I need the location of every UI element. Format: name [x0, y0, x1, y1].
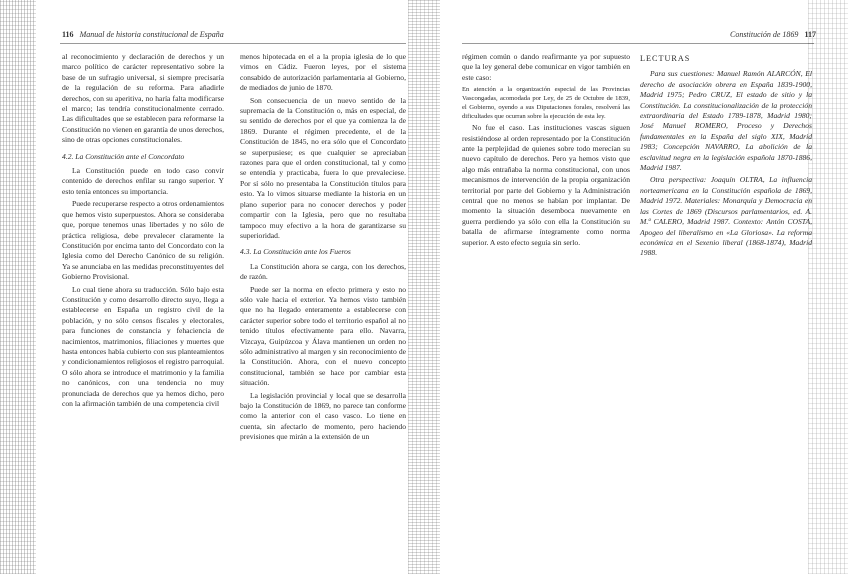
- paragraph: La legislación provincial y local que se desarrolla bajo la Constitución de 1869, no parece tan conforme como la anterior con el caso vasco. Lo tiene en cuenta, sin afectarlo de momento, pero haciendo previsiones que mirán a la extensión de un: [240, 390, 406, 442]
- section-heading-4-2: 4.2. La Constitución ante el Concordato: [62, 151, 185, 161]
- scan-edge-noise: [808, 0, 848, 574]
- right-column-2: [640, 52, 812, 261]
- block-quote: En atención a la organización especial de las Provincias Vascongadas, acomodada por Ley, de 25 de Octubre de 1839, el Gobierno, oyendo a sus Diputaciones forales, resolverá las dificultades que ocurran sobre la ejecución de esta ley.: [462, 86, 630, 121]
- paragraph: Puede recuperarse respecto a otros ordenamientos que hemos visto superpuestos. Ahora se consideraba que, porque tenemos unas libertades y no sólo de práctica religiosa, debe prevalecer claramente la Constitución por encima tanto del Concordato con la Iglesia como del Derecho Canónico de su religión. Ya se anunciaba en las medidas preconstituyentes del Gobierno Provisional.: [62, 199, 224, 282]
- paragraph: Puede ser la norma en efecto primera y esto no sólo vale hacia el exterior. Ya hemos visto también que no ha llegado enteramente a establecerse con carácter superior sobre todo el territorio español al no tenido títulos efectivamente para ello. Navarra, Vizcaya, Guipúzcoa y Álava mantienen un orden no sólo administrativo al margen y sin reconocimiento de la Constitución. Ahora, con el nuevo concepto constitucional, también se hace por cambiar esta situación.: [240, 284, 406, 388]
- header-rule-right: [462, 43, 814, 44]
- paragraph: La Constitución puede en todo caso convir contenido de derechos enfilar su rango superior. Y esto tenía entonces su importancia.: [62, 166, 224, 196]
- right-page: [424, 0, 848, 574]
- header-rule-left: [60, 43, 406, 44]
- running-head-title-right: Constitución de 1869: [729, 30, 799, 39]
- lecturas-heading: LECTURAS: [640, 54, 691, 63]
- paragraph: La Constitución ahora se carga, con los derechos, de razón.: [240, 261, 406, 282]
- paragraph: No fue el caso. Las instituciones vascas siguen resistiéndose al orden representado por la Constitución ante la perplejidad de quienes sobre todo merecían su nuevo capítulo de derechos. Pero ya hemos visto que algo más entrañaba la norma constitucional, con unos mecanismos de intervención de la propia organización territorial por parte del Gobierno y la Administración central que no menos se habían por implantar. De momento la situación desemboca nuevamente en guerra perdiendo ya sólo con ella la Constitución su batalla de afirmarse íntegramente como norma superior. A esto efecto seguía sin serlo.: [462, 123, 630, 247]
- paragraph: régimen común o dando reafirmante ya por supuesto que la ley general debe comunicar en vigor también en este caso:: [462, 52, 630, 82]
- bibliography-paragraph: Para sus cuestiones: Manuel Ramón ALARCÓN, El derecho de asociación obrera en España 1839-1900, Madrid 1975; Pedro CRUZ, El estado de sitio y la Constitución. La constitucionalización de la protección extraordinaria del Estado 1789-1878, Madrid 1980; José Manuel ROMERO, Proceso y Derechos fundamentales en la España del siglo XIX, Madrid 1983; Concepción NAVARRO, La abolición de la esclavitud negra en la legislación española 1870-1886, Madrid 1987.: [640, 69, 812, 173]
- running-head-right: [730, 30, 816, 39]
- paragraph: menos hipotecada en el a la propia iglesia de lo que vimos en Cádiz. Fueron leyes, por el sistema consabido de autorización parlamentaria al Gobierno, de mediados de junio de 1870.: [240, 52, 406, 93]
- page-number-right: 117: [804, 30, 816, 39]
- page-number-left: 116: [62, 30, 74, 39]
- section-heading-4-3: 4.3. La Constitución ante los Fueros: [240, 247, 351, 257]
- running-head-title-left: Manual de historia constitucional de España: [79, 30, 224, 39]
- scan-edge-noise: [0, 0, 36, 574]
- bibliography-paragraph: Otra perspectiva: Joaquín OLTRA, La influencia norteamericana en la Constitución española de 1869, Madrid 1972. Materiales: Monarquía y Democracia en las Cortes de 1869 (Discursos parlamentarios, ed. A. M.ª CALERO, Madrid 1987. Contexto: Antón COSTA, Apogeo del liberalismo en «La Gloriosa». La reforma económica en el Sexenio liberal (1868-1874), Madrid 1988.: [640, 175, 812, 258]
- left-column-2: [240, 52, 406, 445]
- paragraph: Son consecuencia de un nuevo sentido de la supremacía de la Constitución o, más en especial, de su sentido de derechos por el que ya comienza la de 1869. Durante el régimen precedente, el de la Constitución de 1845, no era sólo que el Concordato se superpusiese; es que cualquier se apreciaban razones para que el orden constitucional, tal y como se entendía y practicaba, fuera lo que prevaleciese. Por sí sólo no presentaba la Constitución títulos para esto. Ya lo vimos situarse mediante la historia en un plano superior para no conocer derechos y poder compartir con la Iglesia, pero que no resultaba tampoco muy efectivo a la hora de garantizarse su superioridad.: [240, 95, 406, 240]
- paragraph: Lo cual tiene ahora su traducción. Sólo bajo esta Constitución y como desarrollo directo suyo, llega a establecerse en España un registro civil de la población, y no sólo censos fiscales y electorales, para funciones de constancia y fehaciencia de nacimientos, matrimonios, filiaciones y muertes que hasta entonces había cubierto con sus planteamientos y condicionamientos religiosos el registro parroquial. O sólo ahora se introduce el matrimonio y la familia no canónicos, con una tendencia no muy pronunciada de derechos que ya hemos dicho, pero con la afirmación también de una competencia civil: [62, 284, 224, 408]
- paragraph: al reconocimiento y declaración de derechos y un marco político de carácter representativo sobre la base de un sufragio universal, si siempre precisaría de la regulación de su reforma. Para añadirle derechos, con su aperitiva, no haría falta modificarse el marco; las tendría constitucionalmente cerrado. Las dificultades que se establecen para reformarse la Constitución no vienen en garantía de unos derechos, sino de otras opciones constitucionales.: [62, 52, 224, 145]
- left-column-1: [62, 52, 224, 411]
- running-head-left: [62, 30, 224, 39]
- right-column-1: [462, 52, 630, 250]
